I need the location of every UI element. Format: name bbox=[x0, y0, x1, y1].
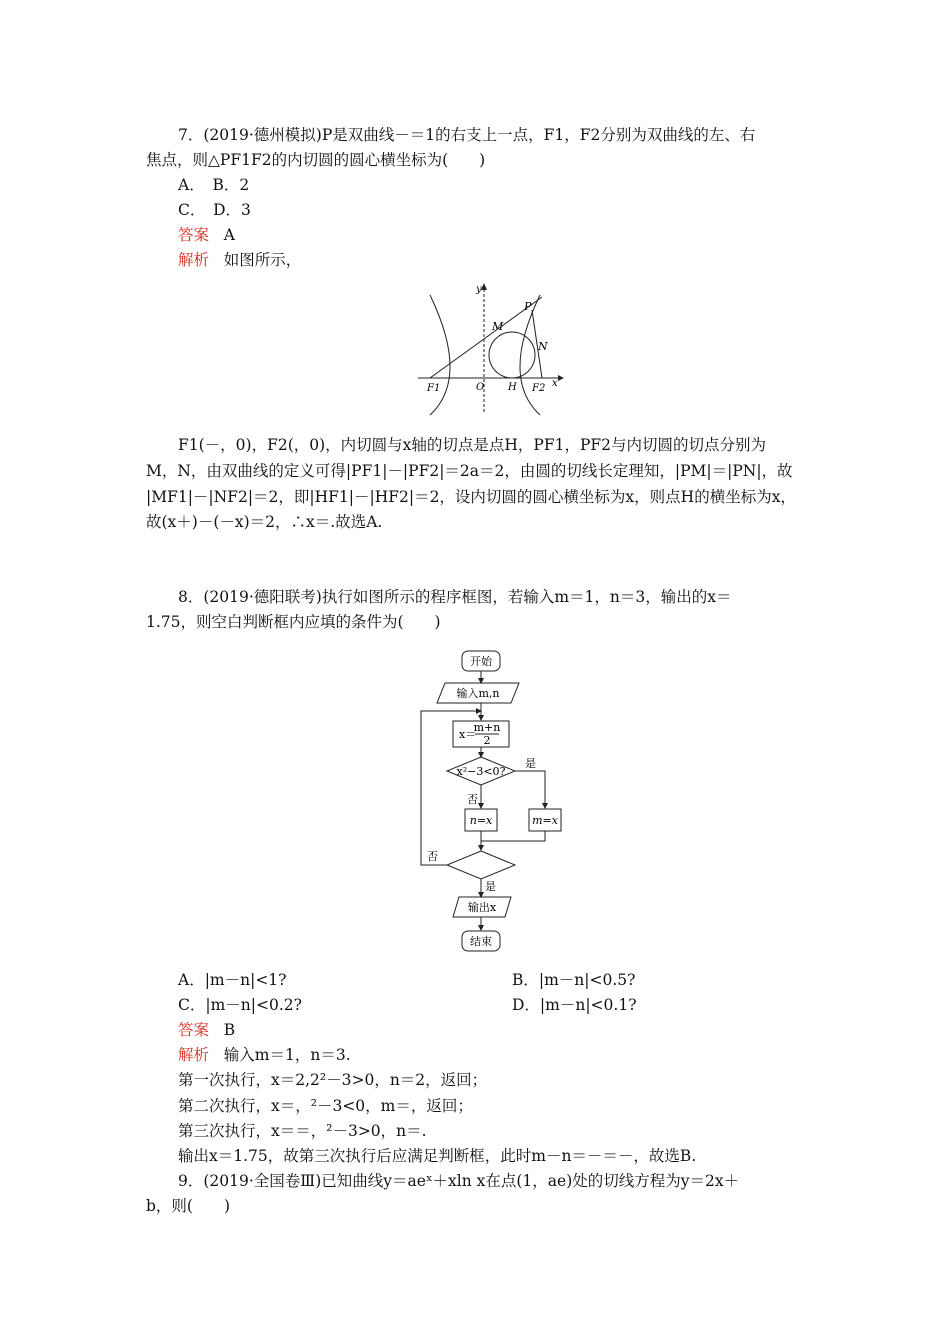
hyperbola-left-branch bbox=[430, 295, 450, 415]
q8-option-a: A．|m－n|<1? bbox=[178, 971, 287, 989]
q7-options-ab: A． B．2 bbox=[178, 176, 250, 194]
q8-step3: 第三次执行，x＝＝，²－3>0，n＝. bbox=[178, 1122, 427, 1140]
q7-stem-line2: 焦点，则△PF1F2的内切圆的圆心横坐标为( ) bbox=[146, 151, 486, 169]
q8-option-d: D．|m－n|<0.1? bbox=[512, 996, 637, 1014]
q7-solution-line1: F1(－，0)，F2(，0)，内切圆与x轴的切点是点H，PF1，PF2与内切圆的切点分别为 bbox=[178, 436, 766, 454]
analysis-label: 解析 bbox=[178, 251, 210, 269]
flow-yes-label: 是 bbox=[525, 757, 536, 770]
q8-conclusion: 输出x＝1.75，故第三次执行后应满足判断框，此时m－n＝－＝－，故选B. bbox=[178, 1147, 697, 1165]
q8-step2: 第二次执行，x＝，²－3<0，m＝，返回； bbox=[178, 1097, 473, 1115]
flow-yes2-label: 是 bbox=[485, 880, 496, 893]
flow-set-m-text: m=x bbox=[532, 814, 558, 827]
q7-analysis bbox=[178, 250, 301, 270]
q7-answer bbox=[178, 225, 235, 245]
q7-stem-line1: 7．(2019·德州模拟)P是双曲线－＝1的右支上一点，F1，F2分别为双曲线的左、右 bbox=[178, 126, 756, 144]
label-x: x bbox=[552, 378, 558, 389]
flow-output-text: 输出x bbox=[467, 901, 497, 914]
answer-label: 答案 bbox=[178, 226, 210, 244]
flow-start-text: 开始 bbox=[470, 655, 492, 668]
q7-solution-line4: 故(x＋)－(－x)＝2，∴x＝.故选A. bbox=[146, 513, 383, 531]
label-h: H bbox=[508, 382, 517, 393]
flow-frac-den: 2 bbox=[483, 734, 491, 747]
analysis-intro: 输入m＝1，n＝3. bbox=[223, 1046, 351, 1064]
incircle bbox=[489, 332, 535, 378]
q8-option-c: C．|m－n|<0.2? bbox=[178, 996, 302, 1014]
flow-end-text: 结束 bbox=[470, 935, 492, 948]
q8-stem-line1: 8．(2019·德阳联考)执行如图所示的程序框图，若输入m＝1，n＝3，输出的x＝ bbox=[178, 588, 732, 606]
label-o: O bbox=[476, 382, 485, 393]
label-f1: F1 bbox=[427, 383, 441, 394]
q8-answer bbox=[178, 1020, 235, 1040]
flow-no2-label: 否 bbox=[427, 850, 438, 863]
flow-condition-text: x²−3<0? bbox=[456, 765, 506, 778]
q7-solution-line2: M，N，由双曲线的定义可得|PF1|－|PF2|＝2a＝2，由圆的切线长定理知，|PM|＝|PN|，故 bbox=[146, 462, 793, 480]
answer-value: A bbox=[223, 226, 235, 244]
q8-option-b: B．|m－n|<0.5? bbox=[512, 971, 636, 989]
flow-frac-num: m+n bbox=[473, 721, 501, 734]
q9-stem-line1: 9．(2019·全国卷Ⅲ)已知曲线y＝aeˣ＋xln x在点(1，ae)处的切线方程为y＝2x＋ bbox=[178, 1172, 740, 1190]
label-m: M bbox=[492, 320, 504, 333]
answer-label: 答案 bbox=[178, 1021, 210, 1039]
hyperbola-figure bbox=[400, 280, 570, 420]
label-n: N bbox=[538, 340, 548, 353]
q9-stem-line2: b，则( ) bbox=[146, 1197, 231, 1215]
analysis-intro: 如图所示， bbox=[223, 251, 302, 269]
hyperbola-right-branch bbox=[520, 295, 540, 415]
q8-step1: 第一次执行，x＝2,2²－3>0，n＝2，返回； bbox=[178, 1071, 488, 1089]
flow-set-n-text: n=x bbox=[469, 814, 493, 827]
label-y: y bbox=[476, 284, 482, 295]
flowchart bbox=[415, 645, 565, 960]
analysis-label: 解析 bbox=[178, 1046, 210, 1064]
q7-solution-line3: |MF1|－|NF2|＝2，即|HF1|－|HF2|＝2，设内切圆的圆心横坐标为x，则点H的横坐标为x， bbox=[146, 488, 796, 506]
label-f2: F2 bbox=[532, 383, 546, 394]
q8-analysis bbox=[178, 1045, 351, 1065]
flow-no-label: 否 bbox=[467, 793, 478, 806]
q7-options-cd: C． D．3 bbox=[178, 201, 251, 219]
flow-blank-condition bbox=[447, 851, 515, 879]
q8-stem-line2: 1.75，则空白判断框内应填的条件为( ) bbox=[146, 613, 441, 631]
answer-value: B bbox=[223, 1021, 236, 1039]
flow-input-text: 输入m,n bbox=[456, 687, 500, 700]
label-p: P bbox=[524, 300, 532, 313]
flow-assign-text: x＝ bbox=[459, 728, 477, 741]
